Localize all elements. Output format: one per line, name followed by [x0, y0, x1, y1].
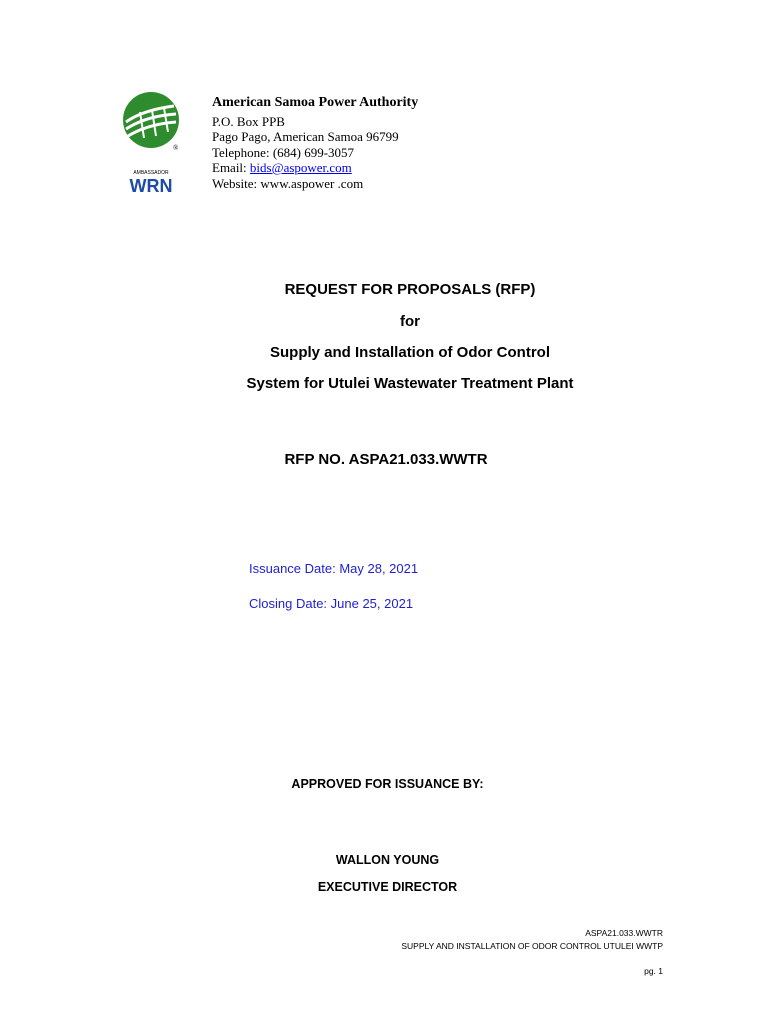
title-line3: Supply and Installation of Odor Control — [270, 344, 550, 361]
letterhead — [212, 95, 418, 191]
approver-position: EXECUTIVE DIRECTOR — [317, 880, 458, 894]
closing-date: Closing Date: June 25, 2021 — [249, 596, 414, 611]
footer-subject: SUPPLY AND INSTALLATION OF ODOR CONTROL UTULEI WWTP — [401, 941, 663, 951]
org-name: American Samoa Power Authority — [212, 95, 419, 110]
telephone: Telephone: (684) 699-3057 — [212, 144, 355, 160]
title-line4: System for Utulei Wastewater Treatment Plant — [246, 375, 574, 392]
aspa-logo — [118, 92, 184, 196]
title-line2: for — [400, 313, 420, 330]
email-link[interactable]: bids@aspower.com — [249, 160, 352, 175]
page-number: pg. 1 — [644, 966, 663, 976]
issuance-date: Issuance Date: May 28, 2021 — [249, 561, 419, 576]
email-row — [212, 160, 418, 176]
approval-label: APPROVED FOR ISSUANCE BY: — [291, 777, 484, 791]
rfp-number: RFP NO. ASPA21.033.WWTR — [284, 451, 488, 468]
ambassador-label: AMBASSADOR — [133, 170, 169, 176]
wrn-badge: WRN — [129, 176, 173, 196]
website: Website: www.aspower .com — [212, 175, 364, 191]
registered-mark: ® — [173, 144, 179, 152]
address-line1: P.O. Box PPB — [212, 113, 285, 129]
footer-ref: ASPA21.033.WWTR — [585, 928, 663, 938]
address-line2: Pago Pago, American Samoa 96799 — [212, 129, 399, 144]
approver-name: WALLON YOUNG — [335, 853, 440, 867]
title-line1: REQUEST FOR PROPOSALS (RFP) — [284, 281, 536, 298]
email-label: Email: — [212, 160, 250, 175]
aspa-logo-icon — [118, 92, 184, 196]
